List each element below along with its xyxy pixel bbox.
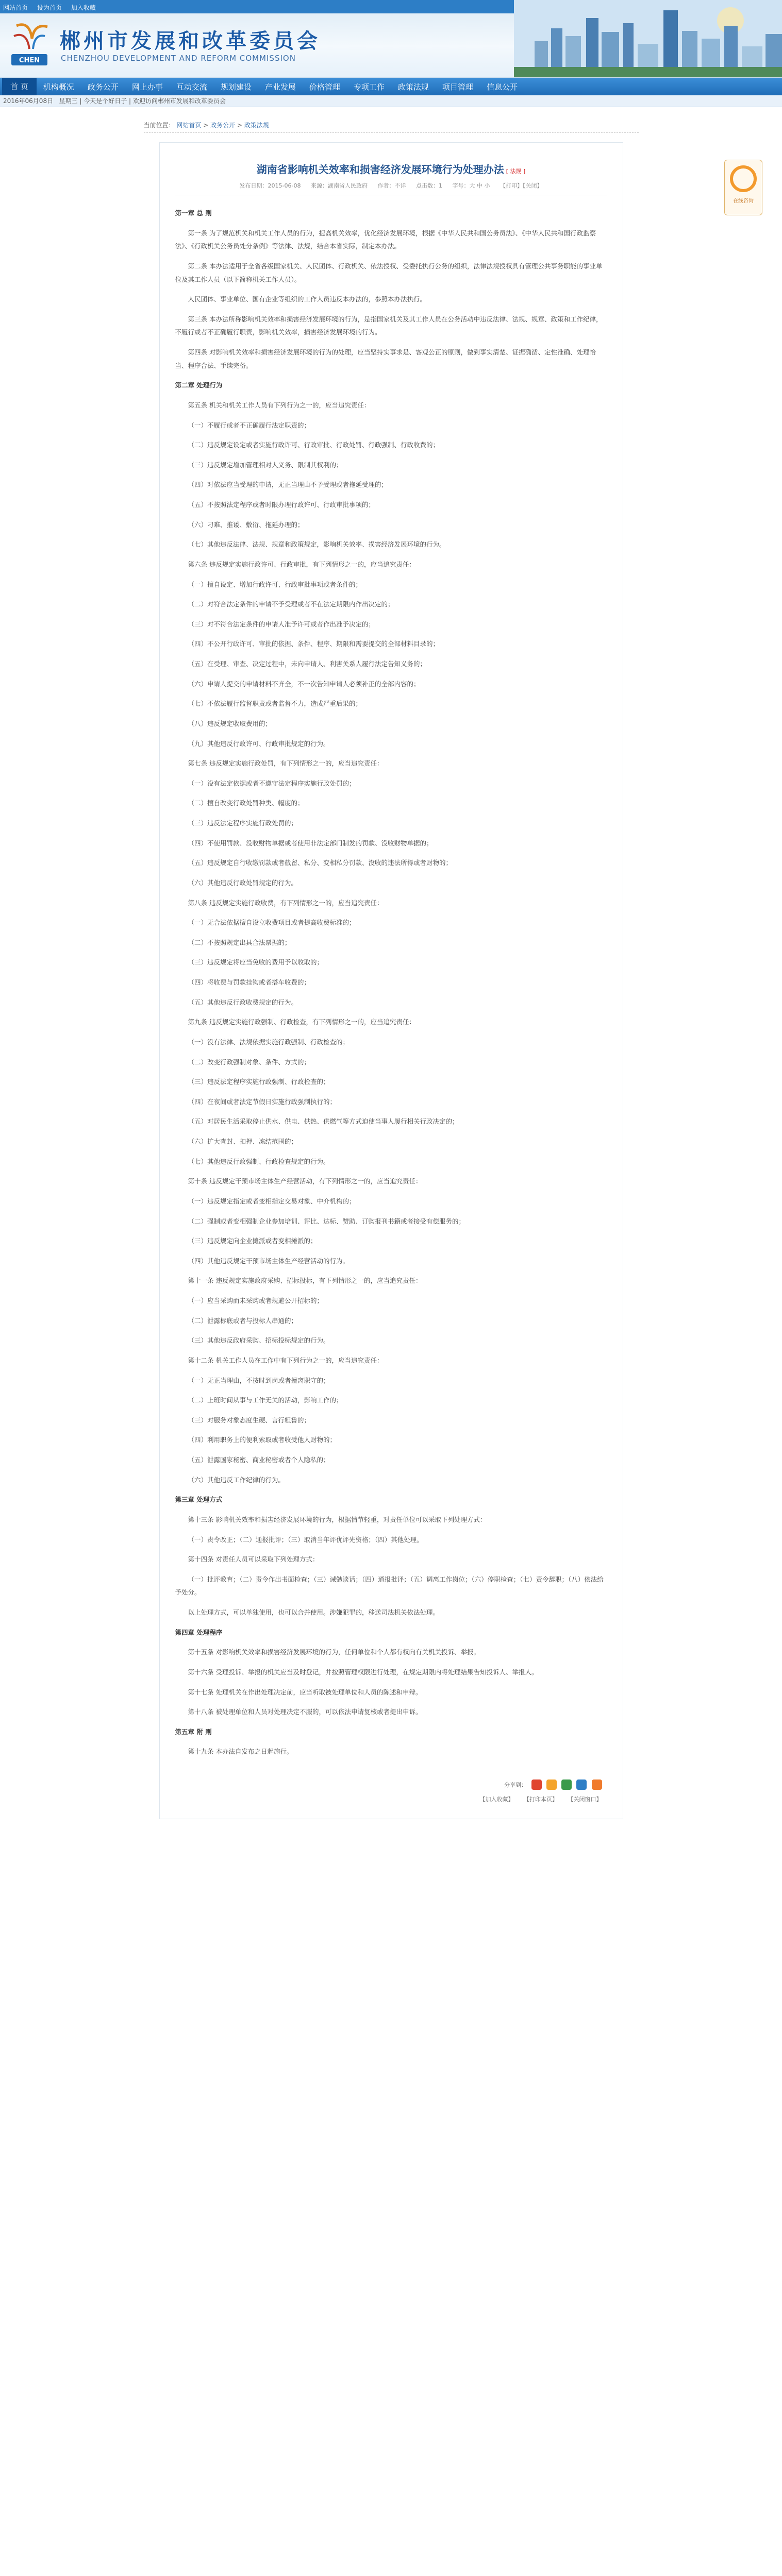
article bbox=[159, 142, 623, 1819]
floating-consult-widget[interactable] bbox=[724, 160, 762, 215]
nav-item-disclosure[interactable]: 信息公开 bbox=[486, 82, 518, 92]
share-label: 分享到： bbox=[504, 1782, 527, 1788]
article-paragraph: （二）泄露标底或者与投标人串通的； bbox=[188, 1316, 298, 1325]
article-body bbox=[175, 207, 607, 1758]
article-paragraph: 第十条 违反规定干预市场主体生产经营活动，有下列情形之一的，应当追究责任： bbox=[188, 1177, 422, 1185]
article-paragraph: 第一条 为了规范机关和机关工作人员的行为，提高机关效率，优化经济发展环境，根据《中华人民共和国公务员法》、《中华人民共和国行政监察法》、《行政机关公务员处分条例》等法律、法规，结合本省实际，制定本办法。 bbox=[175, 229, 596, 250]
article-paragraph: （三）对服务对象态度生硬、言行粗鲁的； bbox=[188, 1416, 311, 1424]
nav-item-online-service[interactable]: 网上办事 bbox=[131, 82, 163, 92]
article-paragraph: （一）无合法依据擅自设立收费项目或者提高收费标准的； bbox=[188, 919, 356, 927]
article-paragraph: （三）对不符合法定条件的申请人准予许可或者作出准予决定的； bbox=[188, 620, 375, 628]
article-paragraph: （六）其他违反行政处罚规定的行为。 bbox=[188, 878, 298, 887]
article-paragraph: 第十八条 被处理单位和人员对处理决定不服的，可以依法申请复核或者提出申诉。 bbox=[188, 1708, 422, 1716]
article-paragraph: （五）违反规定自行收缴罚款或者截留、私分、变相私分罚款、没收的违法所得或者财物的； bbox=[188, 859, 453, 867]
nav-item-price[interactable]: 价格管理 bbox=[309, 82, 340, 92]
article-paragraph: （七）不依法履行监督职责或者监督不力，造成严重后果的； bbox=[188, 700, 362, 708]
article-paragraph: （二）强制或者变相强制企业参加培训、评比、达标、赞助、订购报刊书籍或者接受有偿服务的； bbox=[188, 1217, 465, 1225]
article-paragraph: （四）其他违反规定干预市场主体生产经营活动的行为。 bbox=[188, 1257, 350, 1265]
article-paragraph: （五）在受理、审查、决定过程中，未向申请人、利害关系人履行法定告知义务的； bbox=[188, 660, 427, 668]
current-date: 2016年06月08日 bbox=[3, 97, 54, 105]
nav-item-policy[interactable]: 政策法规 bbox=[397, 82, 429, 92]
article-meta bbox=[175, 181, 607, 195]
article-paragraph: 第十七条 处理机关在作出处理决定前，应当听取被处理单位和人员的陈述和申辩。 bbox=[188, 1688, 422, 1696]
meta-author: 作者：不详 bbox=[377, 182, 406, 189]
article-paragraph: 第八条 违反规定实施行政收费，有下列情形之一的，应当追究责任： bbox=[188, 899, 384, 907]
article-section-heading: 第二章 处理行为 bbox=[175, 381, 223, 389]
article-paragraph: （九）其他违反行政许可、行政审批规定的行为。 bbox=[188, 739, 330, 748]
nav-item-gov-affairs[interactable]: 政务公开 bbox=[87, 82, 119, 92]
site-title: 郴州市发展和改革委员会 bbox=[60, 29, 321, 53]
site-logo[interactable] bbox=[6, 21, 53, 70]
article-paragraph: （一）责令改正；（二）通报批评；（三）取消当年评优评先资格；（四）其他处理。 bbox=[188, 1535, 423, 1544]
article-paragraph: （一）没有法定依据或者不遵守法定程序实施行政处罚的； bbox=[188, 779, 356, 787]
article-paragraph: （四）对依法应当受理的申请，无正当理由不予受理或者拖延受理的； bbox=[188, 481, 388, 489]
nav-item-projects[interactable]: 项目管理 bbox=[442, 82, 473, 92]
article-paragraph: （六）刁难、推诿、敷衍、拖延办理的； bbox=[188, 520, 304, 529]
article-paragraph: （三）违反规定增加管理相对人义务、限制其权利的； bbox=[188, 461, 343, 469]
article-paragraph: 第十三条 影响机关效率和损害经济发展环境的行为，根据情节轻重，对责任单位可以采取下列处理方式： bbox=[188, 1515, 487, 1523]
article-paragraph: （六）其他违反工作纪律的行为。 bbox=[188, 1476, 285, 1484]
article-paragraph: 第十六条 受理投诉、举报的机关应当及时登记，并按照管理权限进行处理，在规定期限内将处理结果告知投诉人、举报人。 bbox=[188, 1668, 538, 1676]
qzone-share-icon[interactable] bbox=[546, 1780, 557, 1790]
skyline-banner-image bbox=[514, 0, 782, 77]
meta-print-close[interactable]: 【打印】【关闭】 bbox=[500, 182, 543, 189]
article-paragraph: （七）其他违反行政强制、行政检查规定的行为。 bbox=[188, 1157, 330, 1165]
article-paragraph: （三）违反法定程序实施行政强制、行政检查的； bbox=[188, 1078, 330, 1086]
article-paragraph: 第五条 机关和机关工作人员有下列行为之一的，应当追究责任： bbox=[188, 401, 371, 409]
article-paragraph: 第九条 违反规定实施行政强制、行政检查，有下列情形之一的，应当追究责任： bbox=[188, 1018, 415, 1026]
nav-item-home[interactable]: 首 页 bbox=[2, 78, 37, 95]
site-header bbox=[0, 0, 782, 78]
article-category-badge: [ 法规 ] bbox=[506, 168, 526, 175]
article-paragraph: 以上处理方式，可以单独使用，也可以合并使用。涉嫌犯罪的，移送司法机关依法处理。 bbox=[188, 1608, 440, 1616]
article-paragraph: （七）其他违反法律、法规、规章和政策规定，影响机关效率、损害经济发展环境的行为。 bbox=[188, 540, 446, 549]
article-paragraph: （二）不按照规定出具合法票据的； bbox=[188, 938, 291, 946]
sub-bar bbox=[0, 95, 782, 107]
welcome-text: 星期三 | 今天是个好日子 | 欢迎访问郴州市发展和改革委员会 bbox=[59, 97, 226, 105]
article-paragraph: （八）违反规定收取费用的； bbox=[188, 719, 272, 727]
article-paragraph: （四）在夜间或者法定节假日实施行政强制执行的； bbox=[188, 1097, 337, 1106]
article-paragraph: （一）擅自设定、增加行政许可、行政审批事项或者条件的； bbox=[188, 580, 362, 588]
meta-font-size[interactable]: 字号：大 中 小 bbox=[452, 182, 490, 189]
add-favorite-link[interactable]: 【加入收藏】 bbox=[479, 1795, 514, 1803]
content-wrap bbox=[134, 121, 649, 1819]
article-paragraph: 第七条 违反规定实施行政处罚，有下列情形之一的，应当追究责任： bbox=[188, 759, 384, 768]
article-paragraph: （二）上班时间从事与工作无关的活动，影响工作的； bbox=[188, 1396, 343, 1404]
weibo-share-icon[interactable] bbox=[531, 1780, 542, 1790]
consult-label: 在线咨询 bbox=[733, 198, 754, 204]
article-paragraph: （一）不履行或者不正确履行法定职责的； bbox=[188, 421, 311, 429]
breadcrumb-item-policy[interactable]: 政策法规 bbox=[244, 122, 269, 129]
breadcrumb: 当前位置： 网站首页 > 政务公开 > 政策法规 bbox=[144, 121, 639, 133]
article-paragraph: 第十一条 违反规定实施政府采购、招标投标，有下列情形之一的，应当追究责任： bbox=[188, 1277, 422, 1285]
article-paragraph: （三）其他违反政府采购、招标投标规定的行为。 bbox=[188, 1336, 330, 1345]
article-paragraph: 第十四条 对责任人员可以采取下列处理方式： bbox=[188, 1555, 319, 1564]
wechat-share-icon[interactable] bbox=[561, 1780, 572, 1790]
article-paragraph: （四）利用职务上的便利索取或者收受他人财物的； bbox=[188, 1436, 337, 1444]
article-paragraph: （五）不按照法定程序或者时限办理行政许可、行政审批事项的； bbox=[188, 501, 375, 509]
top-link-home[interactable]: 网站首页 bbox=[3, 4, 28, 11]
article-paragraph: 第十二条 机关工作人员在工作中有下列行为之一的，应当追究责任： bbox=[188, 1356, 384, 1364]
article-tools bbox=[175, 1795, 607, 1803]
consult-icon bbox=[730, 165, 757, 192]
article-paragraph: 第十九条 本办法自发布之日起施行。 bbox=[188, 1748, 293, 1756]
article-paragraph: （四）将收费与罚款挂钩或者搭车收费的； bbox=[188, 978, 311, 986]
logo-text: CHEN bbox=[19, 57, 40, 64]
tencent-share-icon[interactable] bbox=[576, 1780, 587, 1790]
article-section-heading: 第三章 处理方式 bbox=[175, 1496, 223, 1504]
article-paragraph: （六）扩大查封、扣押、冻结范围的； bbox=[188, 1138, 298, 1145]
article-paragraph: （四）不公开行政许可、审批的依据、条件、程序、期限和需要提交的全部材料目录的； bbox=[188, 640, 440, 648]
nav-item-special[interactable]: 专项工作 bbox=[353, 82, 385, 92]
nav-item-about[interactable]: 机构概况 bbox=[43, 82, 74, 92]
article-paragraph: （五）其他违反行政收费规定的行为。 bbox=[188, 998, 298, 1006]
article-paragraph: 第三条 本办法所称影响机关效率和损害经济发展环境的行为，是指国家机关及其工作人员在公务活动中违反法律、法规、规章、政策和工作纪律，不履行或者不正确履行职责，影响机关效率，损害经济发展环境的行为。 bbox=[175, 315, 603, 336]
more-share-icon[interactable] bbox=[592, 1780, 602, 1790]
article-section-heading: 第一章 总 则 bbox=[175, 209, 212, 217]
article-section-heading: 第四章 处理程序 bbox=[175, 1628, 223, 1636]
article-title bbox=[175, 161, 607, 176]
top-link-set-home[interactable]: 设为首页 bbox=[37, 4, 62, 11]
article-paragraph: （三）违反法定程序实施行政处罚的； bbox=[188, 819, 298, 827]
article-paragraph: （一）批评教育；（二）责令作出书面检查；（三）诫勉谈话；（四）通报批评；（五）调离工作岗位；（六）停职检查；（七）责令辞职；（八）依法给予处分。 bbox=[175, 1575, 604, 1597]
meta-source: 来源：湖南省人民政府 bbox=[310, 182, 368, 189]
article-paragraph: （五）泄露国家秘密、商业秘密或者个人隐私的； bbox=[188, 1456, 330, 1464]
meta-clicks: 点击数：1 bbox=[415, 182, 442, 189]
site-title-en: CHENZHOU DEVELOPMENT AND REFORM COMMISSION bbox=[61, 54, 296, 63]
article-paragraph: 人民团体、事业单位、国有企业等组织的工作人员违反本办法的，参照本办法执行。 bbox=[188, 295, 427, 303]
article-title-text: 湖南省影响机关效率和损害经济发展环境行为处理办法 bbox=[256, 163, 504, 176]
article-paragraph: （一）无正当理由，不按时到岗或者擅离职守的； bbox=[188, 1376, 330, 1384]
article-paragraph: （三）违反规定将应当免收的费用予以收取的； bbox=[188, 958, 324, 967]
article-paragraph: （六）申请人提交的申请材料不齐全，不一次告知申请人必须补正的全部内容的； bbox=[188, 680, 420, 688]
share-bar bbox=[175, 1779, 607, 1790]
nav-item-planning[interactable]: 规划建设 bbox=[220, 82, 252, 92]
breadcrumb-label: 当前位置： bbox=[143, 122, 175, 129]
article-paragraph: 第二条 本办法适用于全省各级国家机关、人民团体、行政机关、依法授权、受委托执行公务的组织，法律法规授权具有管理公共事务职能的事业单位及其工作人员（以下简称机关工作人员）。 bbox=[175, 262, 603, 283]
article-paragraph: （二）改变行政强制对象、条件、方式的； bbox=[188, 1058, 311, 1066]
top-link-favorite[interactable]: 加入收藏 bbox=[71, 4, 96, 11]
article-paragraph: （二）擅自改变行政处罚种类、幅度的； bbox=[188, 799, 304, 807]
article-paragraph: （一）应当采购而未采购或者规避公开招标的； bbox=[188, 1297, 324, 1304]
nav-item-interaction[interactable]: 互动交流 bbox=[176, 82, 207, 92]
breadcrumb-item-home[interactable]: 网站首页 bbox=[176, 122, 202, 129]
article-paragraph: 第十五条 对影响机关效率和损害经济发展环境的行为，任何单位和个人都有权向有关机关投诉、举报。 bbox=[188, 1648, 480, 1656]
nav-item-industry[interactable]: 产业发展 bbox=[264, 82, 296, 92]
top-links bbox=[3, 3, 103, 12]
article-paragraph: （五）对居民生活采取停止供水、供电、供热、供燃气等方式迫使当事人履行相关行政决定的； bbox=[188, 1117, 459, 1126]
article-paragraph: 第四条 对影响机关效率和损害经济发展环境的行为的处理，应当坚持实事求是、客观公正的原则，做到事实清楚、证据确凿、定性准确、处理恰当、程序合法、手续完备。 bbox=[175, 348, 596, 369]
article-paragraph: （二）违反规定设定或者实施行政许可、行政审批、行政处罚、行政强制、行政收费的； bbox=[188, 441, 440, 449]
breadcrumb-item-gov-affairs[interactable]: 政务公开 bbox=[210, 122, 236, 129]
article-paragraph: 第六条 违反规定实施行政许可、行政审批，有下列情形之一的，应当追究责任： bbox=[188, 560, 415, 568]
main-nav bbox=[0, 78, 782, 95]
meta-date: 发布日期：2015-06-08 bbox=[239, 182, 301, 189]
article-paragraph: （三）违反规定向企业摊派或者变相摊派的； bbox=[188, 1237, 317, 1245]
article-section-heading: 第五章 附 则 bbox=[175, 1727, 212, 1736]
article-paragraph: （一）没有法律、法规依据实施行政强制、行政检查的； bbox=[188, 1038, 350, 1046]
close-window-link[interactable]: 【关闭窗口】 bbox=[568, 1795, 602, 1803]
article-paragraph: （二）对符合法定条件的申请不予受理或者不在法定期限内作出决定的； bbox=[188, 600, 394, 608]
article-paragraph: （四）不使用罚款、没收财物单据或者使用非法定部门制发的罚款、没收财物单据的； bbox=[188, 839, 433, 847]
print-page-link[interactable]: 【打印本页】 bbox=[524, 1795, 558, 1803]
article-paragraph: （一）违反规定指定或者变相指定交易对象、中介机构的； bbox=[188, 1197, 356, 1205]
